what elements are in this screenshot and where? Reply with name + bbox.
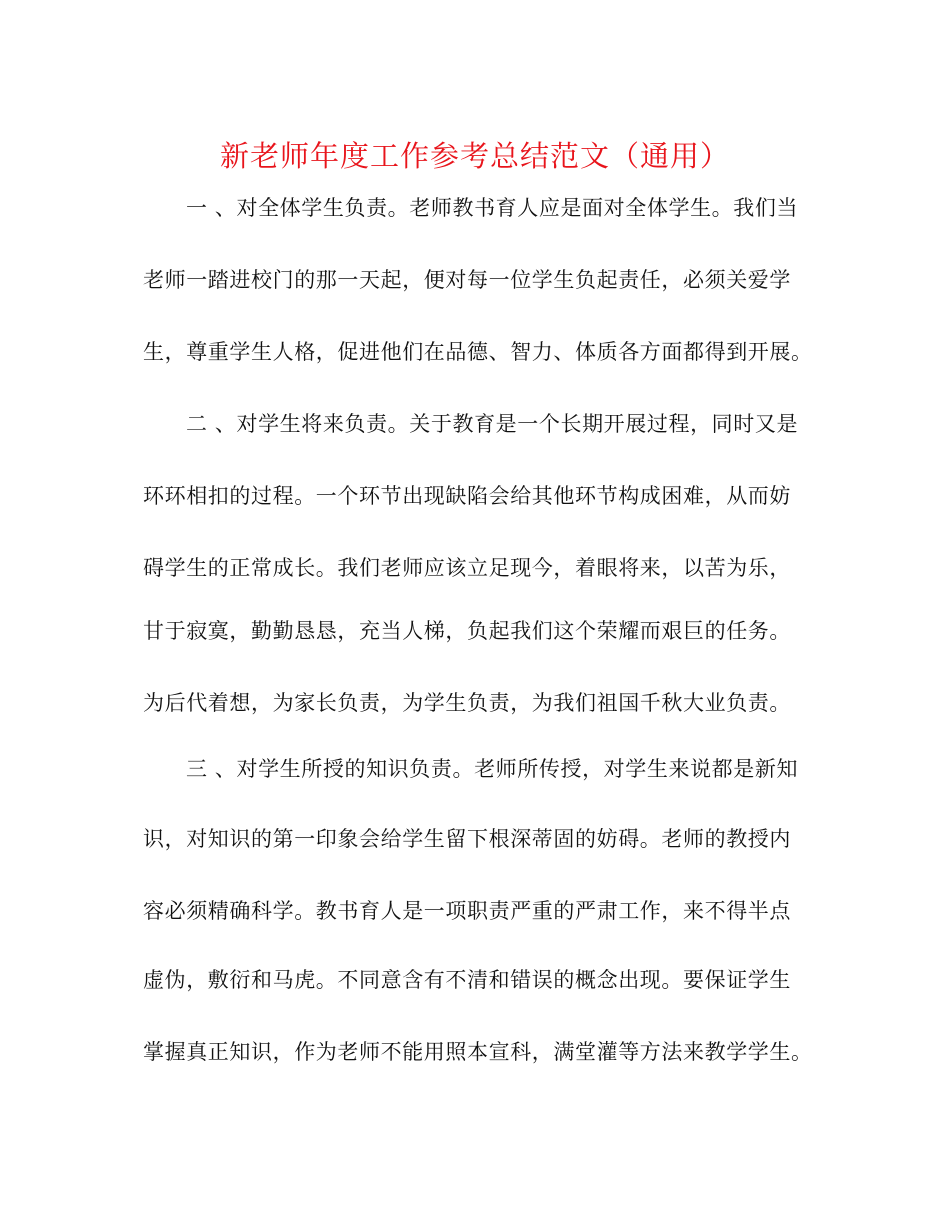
paragraph-2-line-1: 二 、对学生将来负责。关于教育是一个长期开展过程，同时又是 xyxy=(186,412,799,436)
paragraph-3-line-2: 识，对知识的第一印象会给学生留下根深蒂固的妨碍。老师的教授内 xyxy=(143,827,791,851)
paragraph-3-line-4: 虚伪，敷衍和马虎。不同意含有不清和错误的概念出现。要保证学生 xyxy=(143,968,791,992)
paragraph-3-line-3: 容必须精确科学。教书育人是一项职责严重的严肃工作，来不得半点 xyxy=(143,899,791,923)
document-title: 新老师年度工作参考总结范文（通用） xyxy=(219,139,730,173)
paragraph-2-line-4: 甘于寂寞，勤勤恳恳，充当人梯，负起我们这个荣耀而艰巨的任务。 xyxy=(143,619,791,643)
paragraph-1-line-1: 一 、对全体学生负责。老师教书育人应是面对全体学生。我们当 xyxy=(186,196,799,220)
paragraph-2-line-3: 碍学生的正常成长。我们老师应该立足现今，着眼将来，以苦为乐， xyxy=(143,556,791,580)
paragraph-2-line-2: 环环相扣的过程。一个环节出现缺陷会给其他环节构成困难，从而妨 xyxy=(143,484,791,508)
paragraph-3-line-5: 掌握真正知识，作为老师不能用照本宣科，满堂灌等方法来教学学生。 xyxy=(143,1040,813,1064)
paragraph-1-line-3: 生，尊重学生人格，促进他们在品德、智力、体质各方面都得到开展。 xyxy=(143,340,813,364)
paragraph-3-line-1: 三 、对学生所授的知识负责。老师所传授，对学生来说都是新知 xyxy=(186,757,799,781)
paragraph-1-line-2: 老师一踏进校门的那一天起，便对每一位学生负起责任，必须关爱学 xyxy=(143,268,791,292)
paragraph-2-line-5: 为后代着想，为家长负责，为学生负责，为我们祖国千秋大业负责。 xyxy=(143,691,791,715)
